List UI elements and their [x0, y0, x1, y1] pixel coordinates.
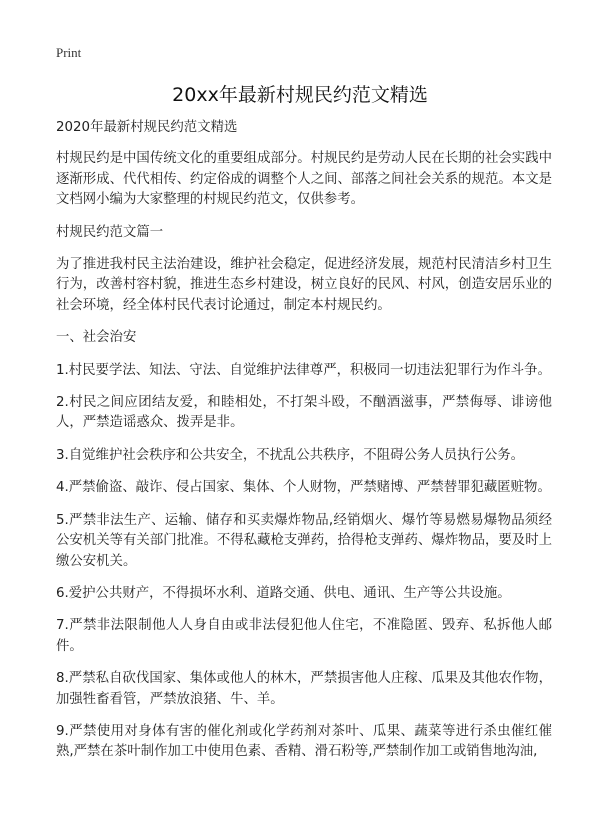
rule-item-4: 4.严禁偷盗、敲诈、侵占国家、集体、个人财物，严禁赌博、严禁替罪犯藏匿赃物。 — [56, 480, 551, 496]
intro-paragraph: 村规民约是中国传统文化的重要组成部分。村规民约是劳动人民在长期的社会实践中逐渐形成、代代相传、约定俗成的调整个人之间、部落之间社会关系的规范。本文是文档网小编为大家整理的村规民约范文，仅供参考。 — [56, 151, 552, 208]
rule-item-8: 8.严禁私自砍伐国家、集体或他人的林木，严禁损害他人庄稼、瓜果及其他农作物，加强牲畜看管，严禁放浪猪、牛、羊。 — [56, 671, 552, 707]
rule-item-7: 7.严禁非法限制他人人身自由或非法侵犯他人住宅，不准隐匿、毁弃、私拆他人邮件。 — [56, 618, 552, 654]
rule-item-6: 6.爱护公共财产，不得损坏水利、道路交通、供电、通讯、生产等公共设施。 — [56, 585, 511, 601]
rule-item-1: 1.村民要学法、知法、守法、自觉维护法律尊严，积极同一切违法犯罪行为作斗争。 — [56, 362, 551, 378]
print-label: Print — [56, 45, 82, 60]
rule-item-3: 3.自觉维护社会秩序和公共安全，不扰乱公共秩序，不阻碍公务人员执行公务。 — [56, 447, 525, 463]
section-heading: 村规民约范文篇一 — [56, 224, 164, 240]
rule-item-2: 2.村民之间应团结友爱，和睦相处，不打架斗殴，不酗酒滋事，严禁侮辱、诽谤他人，严禁造谣惑众、拨弄是非。 — [56, 395, 552, 431]
rule-item-5: 5.严禁非法生产、运输、储存和买卖爆炸物品,经销烟火、爆竹等易燃易爆物品须经公安机关等有关部门批准。不得私藏枪支弹药，拾得枪支弹药、爆炸物品，要及时上缴公安机关。 — [56, 512, 552, 569]
chapter-heading: 一、社会治安 — [56, 330, 137, 346]
document-title: 20xx年最新村规民约范文精选 — [172, 84, 428, 106]
document-subtitle: 2020年最新村规民约范文精选 — [56, 120, 238, 135]
preamble-paragraph: 为了推进我村民主法治建设，维护社会稳定，促进经济发展，规范村民清洁乡村卫生行为，改善村容村貌，推进生态乡村建设，树立良好的民风、村风，创造安居乐业的社会环境，经全体村民代表讨论通过，制定本村规民约。 — [56, 257, 552, 313]
rule-item-9: 9.严禁使用对身体有害的催化剂或化学药剂对茶叶、瓜果、蔬菜等进行杀虫催红催熟,严禁在茶叶制作加工中使用色素、香精、滑石粉等,严禁制作加工或销售地沟油, — [56, 723, 552, 760]
document-body — [56, 118, 552, 775]
